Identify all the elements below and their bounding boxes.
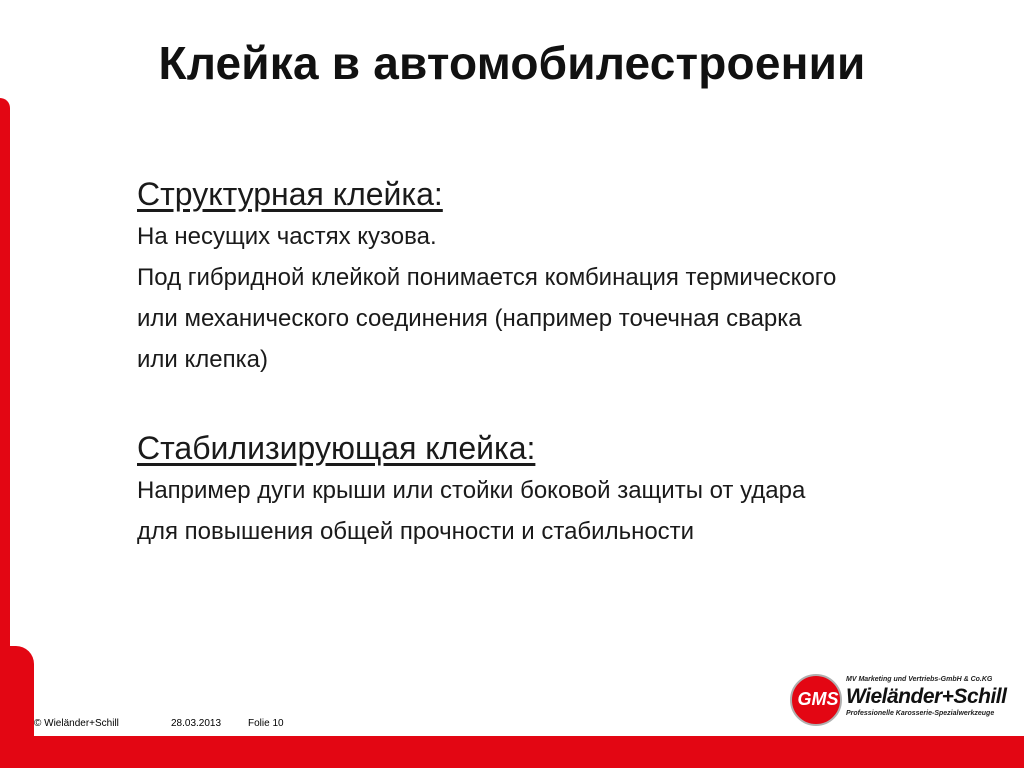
bottom-accent-bar xyxy=(0,736,1024,768)
slide-title: Клейка в автомобилестроении xyxy=(158,37,866,89)
logo-badge-icon xyxy=(790,674,842,726)
footer-slide-number: Folie 10 xyxy=(248,718,284,729)
logo-brand-name: Wieländer+Schill xyxy=(846,685,1007,708)
section-heading: Структурная клейка: xyxy=(137,176,443,212)
footer-date: 28.03.2013 xyxy=(171,718,222,729)
slide-content xyxy=(137,172,837,552)
section-stabilizing xyxy=(137,426,837,552)
bottom-accent-corner xyxy=(0,646,34,738)
company-logo xyxy=(790,674,1010,730)
section-heading: Стабилизирующая клейка: xyxy=(137,430,536,466)
logo-tagline: Professionelle Karosserie-Spezialwerkzeuge xyxy=(846,710,995,717)
left-accent-bar xyxy=(0,98,10,658)
paragraph: Например дуги крыши или стойки боковой защиты от удара для повышения общей прочности и стабильности xyxy=(137,477,806,545)
paragraph: Под гибридной клейкой понимается комбинация термического или механического соединения (например точечная сварка или клепка) xyxy=(137,264,837,373)
logo-company-line: MV Marketing und Vertriebs-GmbH & Co.KG xyxy=(846,676,993,683)
paragraph: На несущих частях кузова. xyxy=(137,223,437,250)
footer-copyright: © Wieländer+Schill xyxy=(34,718,119,729)
section-structural xyxy=(137,172,837,380)
logo-badge-text: GMS xyxy=(797,689,839,709)
